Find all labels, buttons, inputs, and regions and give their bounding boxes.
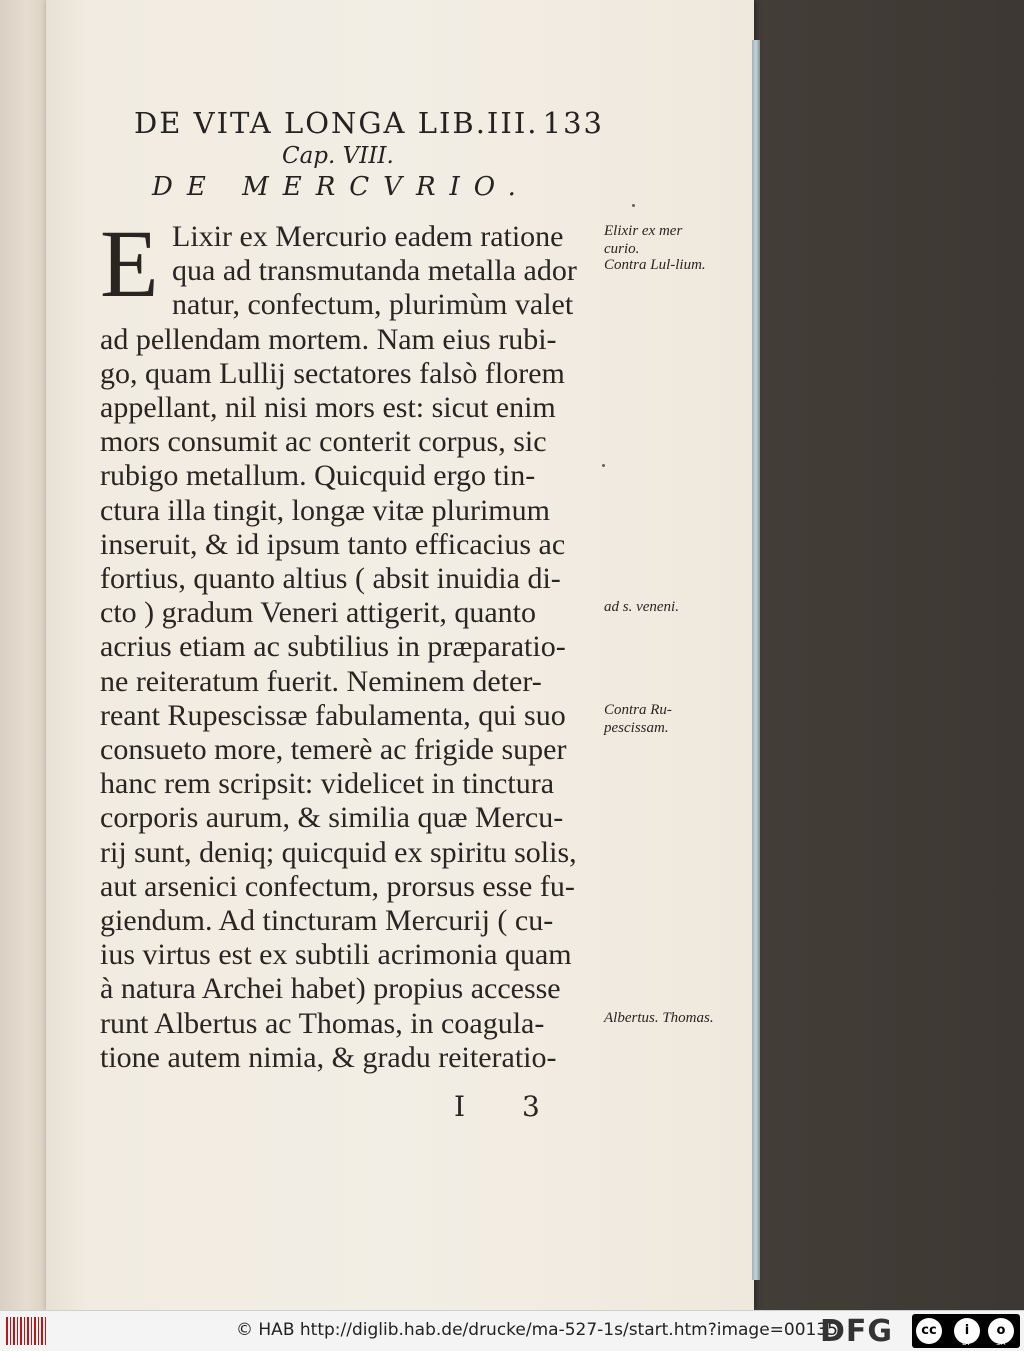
text-line: rubigo metallum. Quicquid ergo tin- xyxy=(100,459,536,493)
text-line: aut arsenici confectum, prorsus esse fu- xyxy=(100,869,575,903)
text-line: à natura Archei habet) propius accesse xyxy=(100,972,561,1006)
text-line: appellant, nil nisi mors est: sicut enim xyxy=(100,391,556,424)
running-head xyxy=(134,106,604,140)
text-line: ctura illa tingit, longæ vitæ plurimum xyxy=(100,493,550,527)
text-line: hanc rem scripsit: videlicet in tinctura xyxy=(100,767,555,801)
library-logo-icon xyxy=(6,1317,48,1345)
text-line: go, quam Lullij sectatores falsò florem xyxy=(100,356,565,390)
text-line: mors consumit ac conterit corpus, sic xyxy=(100,425,547,459)
running-head-title: DE VITA LONGA LIB.III. xyxy=(134,106,539,140)
cc-sa-label: SA xyxy=(996,1339,1006,1347)
text-line: giendum. Ad tincturam Mercurij ( cu- xyxy=(100,904,554,937)
cc-icon: cc xyxy=(916,1318,942,1344)
text-line: tione autem nimia, & gradu reiteratio- xyxy=(100,1040,557,1074)
margin-note: Contra Lul-lium. xyxy=(604,257,706,274)
footer-bar xyxy=(0,1310,1024,1351)
book-page xyxy=(46,0,754,1310)
text-line: Lixir ex Mercurio eadem ratione xyxy=(172,220,564,253)
text-line: reant Rupescissæ fabulamenta, qui suo xyxy=(100,698,566,732)
text-line: qua ad transmutanda metalla ador xyxy=(172,254,577,288)
section-title: DE MERCVRIO. xyxy=(152,172,530,202)
cc-by-label: BY xyxy=(962,1339,971,1347)
text-line: consueto more, temerè ac frigide super xyxy=(100,733,567,766)
text-line: fortius, quanto altius ( absit inuidia di- xyxy=(100,562,561,595)
margin-note: Albertus. Thomas. xyxy=(604,1009,714,1026)
chapter-heading: Cap. VIII. xyxy=(282,143,394,169)
signature-mark: I 3 xyxy=(454,1090,564,1123)
text-line: inseruit, & id ipsum tanto efficacius ac xyxy=(100,527,566,561)
by-icon: i xyxy=(954,1318,980,1344)
paper-speck xyxy=(602,464,605,467)
dfg-logo: DFG xyxy=(820,1314,894,1349)
text-line: corporis aurum, & similia quæ Mercu- xyxy=(100,801,564,835)
text-line: runt Albertus ac Thomas, in coagula- xyxy=(100,1006,545,1040)
margin-note: Elixir ex mer curio. xyxy=(604,223,683,257)
text-line: acrius etiam ac subtilius in præparatio- xyxy=(100,630,566,664)
sa-icon: o xyxy=(988,1318,1014,1344)
drop-cap-initial: E xyxy=(100,210,159,317)
text-line: cto ) gradum Veneri attigerit, quanto xyxy=(100,596,536,630)
text-line: natur, confectum, plurimùm valet xyxy=(172,288,574,322)
margin-note: Contra Ru-pescissam. xyxy=(604,701,672,736)
cc-license-badge[interactable] xyxy=(912,1314,1020,1348)
text-line: ad pellendam mortem. Nam eius rubi- xyxy=(100,322,557,356)
paper-speck xyxy=(632,204,635,207)
margin-note: ad s. veneni. xyxy=(604,599,679,616)
page-number: 133 xyxy=(542,106,604,140)
text-line: rij sunt, deniq; quicquid ex spiritu solis, xyxy=(100,835,577,869)
text-line: ne reiteratum fuerit. Neminem deter- xyxy=(100,664,542,698)
page-edge xyxy=(752,40,760,1280)
footer-credit-link[interactable]: © HAB http://diglib.hab.de/drucke/ma-527-1s/start.htm?image=00135 xyxy=(236,1320,838,1340)
text-line: ius virtus est ex subtili acrimonia quam xyxy=(100,938,572,972)
